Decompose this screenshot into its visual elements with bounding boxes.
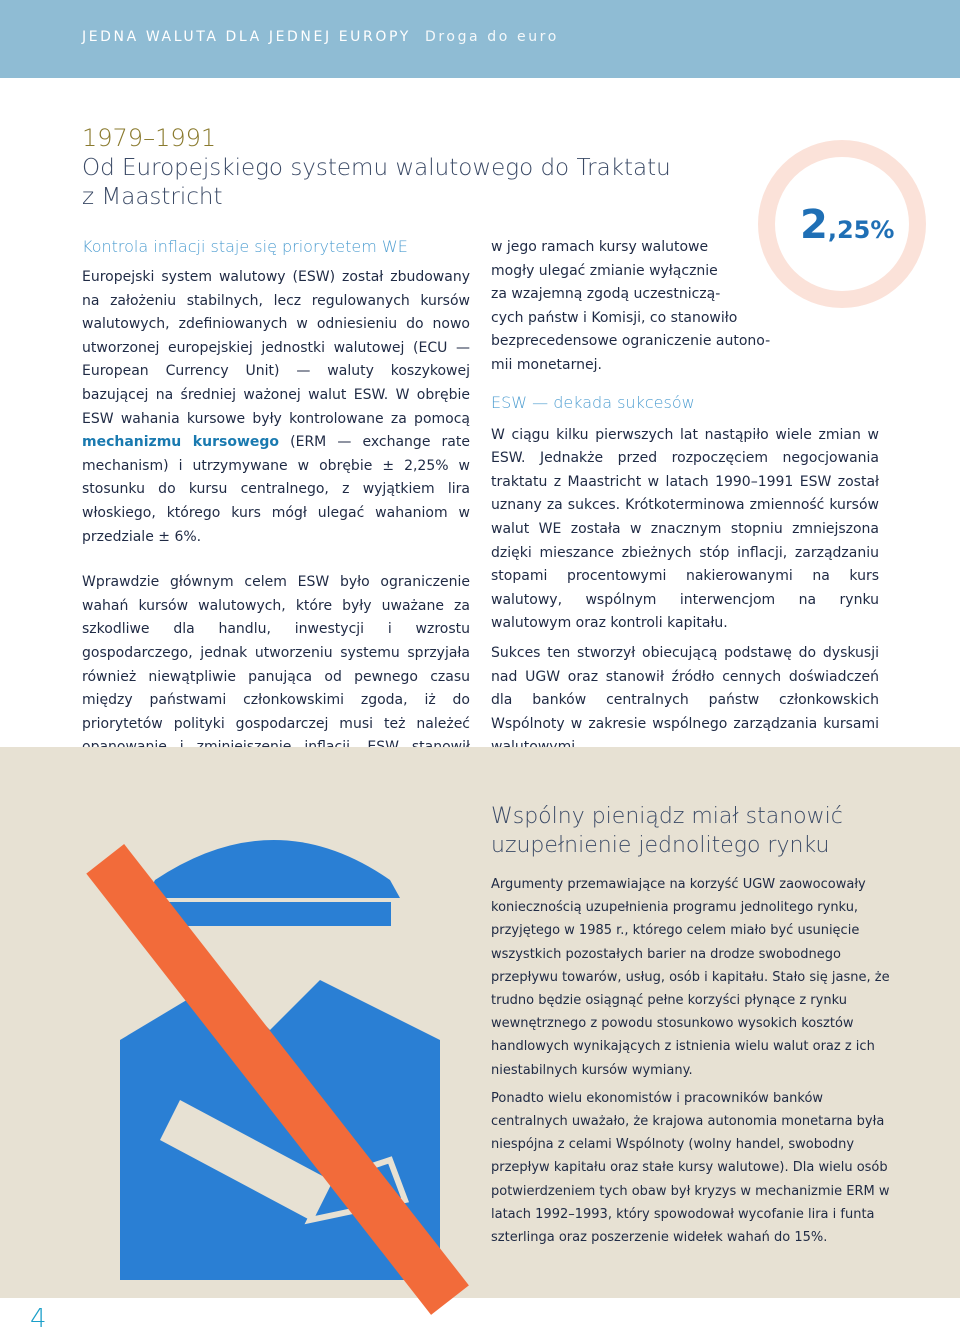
right-subheading: ESW — dekada sukcesów	[491, 392, 695, 412]
running-header	[82, 29, 559, 45]
right-paragraph-3: Sukces ten stworzył obiecującą podstawę do dyskusji nad UGW oraz stanowił źródło cennych doświadczeń dla banków centralnych państw członkowskich Wspólnoty w zakresie wspólnego zarządzania kursami	[491, 644, 879, 732]
page-number: 4	[30, 1304, 47, 1334]
box-title-line-2: uzupełnienie jednolitego rynku	[491, 833, 830, 858]
title-line-1: Od Europejskiego systemu walutowego do Traktatu	[82, 155, 671, 181]
box-text	[491, 873, 891, 1249]
box-title-line-1: Wspólny pieniądz miał stanowić	[491, 804, 843, 829]
right-column	[491, 236, 879, 760]
section-years: 1979–1991	[82, 124, 217, 152]
percentage-small: ,25%	[827, 216, 895, 244]
right-paragraph-2: W ciągu kilku pierwszych lat nastąpiło wiele zmian w ESW. Jednakże przed rozpoczęciem negocjowania traktatu z Maastricht w latach 1990–1991 ESW został uznany za sukces. Krótkoterminowa zmienność kursów walut WE została w znacznym stopniu zmniejszona dzięki mieszance zbieżnych stóp inflacji, zarządzaniu stopami procentowymi nakierowanymi na kurs walutowy, wspólnym interwencjom na rynku walutowym oraz kontroli kapitału.	[491, 426, 879, 632]
box-paragraph-2: Ponadto wielu ekonomistów i pracowników banków centralnych uważało, że krajowa autonomia monetarna była niespójna z celami Wspólnoty (wolny handel, swobodny przepływ kapitału oraz stałe kursy walutowe). Dla wielu osób potwierdzeniem tych obaw był kryzys w mechanizmie ERM w latach 1992–1993, który spowodował wycofanie lira i funta szterlinga oraz poszerzenie widełek wahań do 15%.	[491, 1090, 890, 1246]
page-title	[82, 154, 682, 212]
right-para1-line: mogły ulegać zmianie wyłącznie	[491, 262, 718, 279]
erm-term: mechanizmu kursowego	[82, 434, 280, 451]
customs-officer-illustration	[60, 780, 480, 1320]
box-title	[491, 802, 911, 860]
left-subheading: Kontrola inflacji staje się priorytetem WE	[82, 237, 408, 256]
cap-icon	[146, 840, 400, 898]
header-section: Droga do euro	[424, 29, 559, 45]
header-band	[0, 0, 960, 78]
header-series: JEDNA WALUTA DLA JEDNEJ EUROPY	[82, 29, 411, 45]
title-line-2: z Maastricht	[82, 184, 223, 210]
left-paragraph-2: Wprawdzie głównym celem ESW było ograniczenie wahań kursów walutowych, które były uważane za szkodliwe dla handlu, inwestycji i wzrostu gospodarczego, jednak utworzeniu systemu sprzyjała również niewątpliwie panująca od pewnego czasu między państwami członkowskimi zgoda, iż do priorytetów polityki gospodarczej musi też należeć	[82, 574, 470, 732]
right-para1-line: w jego ramach kursy walutowe	[491, 239, 709, 255]
box-paragraph-1: Argumenty przemawiające na korzyść UGW zaowocowały koniecznością uzupełnienia programu jednolitego rynku, przyjętego w 1985 r., którego celem miało być usunięcie wszystkich pozostałych barier na drodze swobodnego przepływu towarów, usług, osób i kapitału. Stało się jasne, że trudno będzie osiągnąć pełne korzyści płynące z rynku wewnętrznego z powodu stosunkowo wysokich kosztów handlowych wynikających z istnienia wielu walut oraz z ich niestabilnych kursów wymiany.	[491, 877, 890, 1078]
right-para1-line: mii monetarnej.	[491, 356, 602, 373]
percentage-big: 2	[800, 202, 828, 248]
right-para1-line: cych państw i Komisji, co stanowiło	[491, 309, 738, 326]
left-paragraph-1-text-end: (ERM — exchange rate mechanism) i utrzymywane w obrębie ± 2,25% w stosunku do kursu centralnego, z wyjątkiem lira włoskiego, którego kurs mógł ulegać wahaniom w przedziale ± 6%.	[82, 434, 470, 545]
cap-band-icon	[156, 902, 391, 926]
left-column	[82, 236, 470, 783]
left-paragraph-1	[82, 266, 470, 549]
right-para1-line: bezprecedensowe ograniczenie autono-	[491, 333, 771, 350]
right-paragraph-1	[491, 236, 771, 378]
right-para1-line: za wzajemną zgodą uczestniczą-	[491, 286, 721, 303]
left-paragraph-1-text: Europejski system walutowy (ESW) został zbudowany na założeniu stabilnych, lecz regulowanych kursów walutowych, zdefiniowanych w odniesieniu do nowo utworzonej europejskiej jednostki walutowej (ECU — European Currency Unit) — waluty koszykowej bazującej na średniej ważonej walut ESW. W obrębie ESW wahania kursowe były kontrolowane za pomocą	[82, 269, 470, 427]
